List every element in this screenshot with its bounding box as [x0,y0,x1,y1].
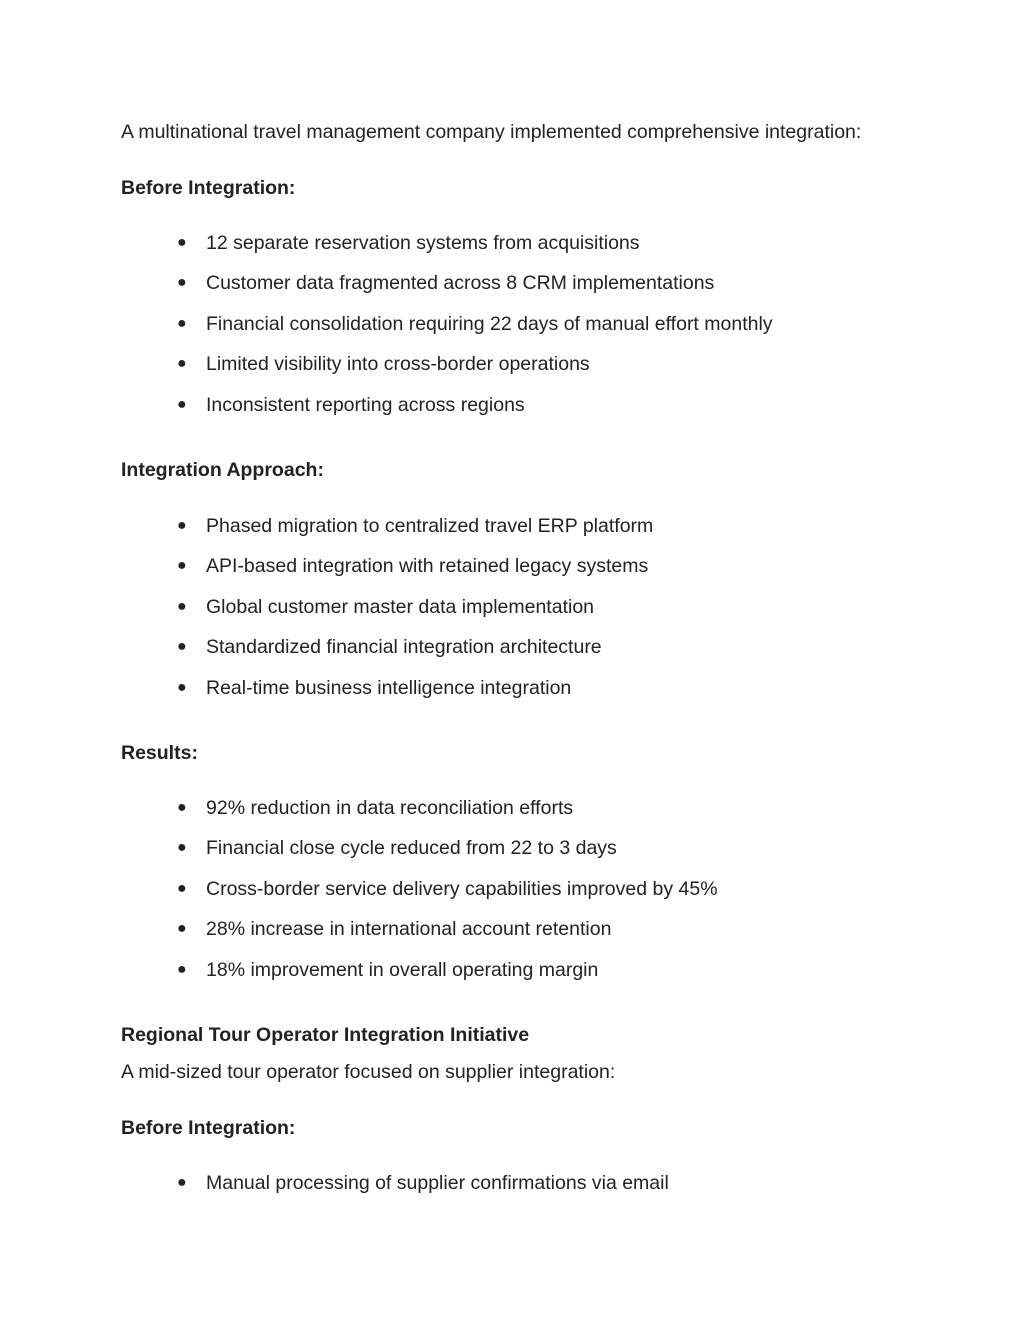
list-item: ● 18% improvement in overall operating margin [177,958,599,981]
bullet-icon: ● [177,879,187,897]
bullet-icon: ● [177,274,187,292]
list-item: ● Global customer master data implementation [177,595,595,618]
bullet-icon: ● [177,557,187,575]
list-item: ● Phased migration to centralized travel ERP platform [177,515,654,537]
list-item: ● Financial consolidation requiring 22 days of manual effort monthly [177,312,773,335]
bullet-icon: ● [177,395,187,413]
bullet-icon: ● [177,960,187,978]
list-item: ● 12 separate reservation systems from acquisitions [177,232,640,254]
bullet-icon: ● [177,678,187,696]
list-item: ● Customer data fragmented across 8 CRM implementations [177,272,715,295]
list-item: ● Standardized financial integration architecture [177,636,602,659]
section-heading-approach: Integration Approach: [121,459,324,481]
list-item: ● Real-time business intelligence integration [177,676,572,699]
approach-list [121,514,653,716]
bullet-icon: ● [177,517,187,534]
intro-paragraph: A multinational travel management company implemented comprehensive integration: [121,121,862,143]
bullet-icon: ● [177,799,187,816]
list-item: ● API-based integration with retained legacy systems [177,555,649,578]
list-item: ● Manual processing of supplier confirmations via email [177,1172,669,1194]
section-heading-before-2: Before Integration: [121,1117,296,1139]
list-item: ● Cross-border service delivery capabilities improved by 45% [177,877,718,900]
list-item: ● 92% reduction in data reconciliation efforts [177,797,574,819]
case-study-intro: A mid-sized tour operator focused on supplier integration: [121,1061,616,1083]
section-heading-before: Before Integration: [121,177,296,199]
list-item: ● Financial close cycle reduced from 22 to 3 days [177,837,617,860]
bullet-icon: ● [177,920,187,938]
bullet-icon: ● [177,1174,187,1191]
results-list [121,796,718,998]
bullet-icon: ● [177,234,187,251]
section-heading-results: Results: [121,742,198,764]
bullet-icon: ● [177,314,187,332]
before-list [121,231,773,433]
list-item: ● Limited visibility into cross-border operations [177,353,590,376]
list-item: ● Inconsistent reporting across regions [177,393,525,416]
before-list-2 [121,1171,669,1211]
bullet-icon: ● [177,355,187,373]
case-study-title: Regional Tour Operator Integration Initiative [121,1024,530,1046]
bullet-icon: ● [177,839,187,857]
bullet-icon: ● [177,638,187,656]
list-item: ● 28% increase in international account retention [177,918,612,941]
bullet-icon: ● [177,597,187,615]
